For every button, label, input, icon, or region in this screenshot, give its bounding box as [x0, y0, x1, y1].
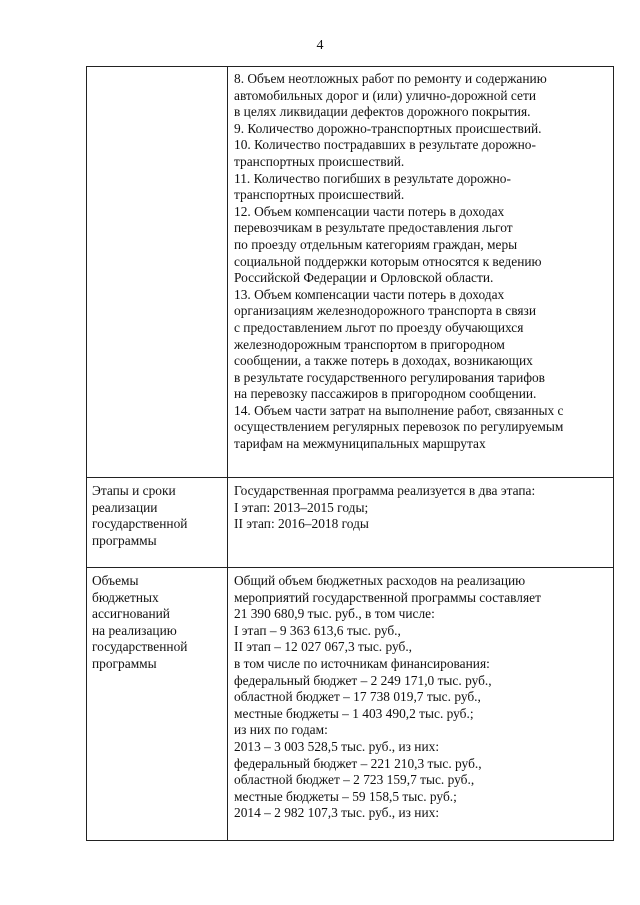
budget-line: Общий объем бюджетных расходов на реализацию: [234, 573, 526, 588]
stages-content-cell: [228, 478, 614, 568]
stages-label-line: государственной: [92, 516, 188, 532]
indicator-line: 10. Количество пострадавших в результате дорожно-: [234, 137, 536, 153]
budget-row: [87, 568, 614, 841]
budget-line: I этап – 9 363 613,6 тыс. руб.,: [234, 622, 401, 638]
indicator-line: автомобильных дорог и (или) улично-дорожной сети: [234, 87, 536, 103]
indicator-line: транспортных происшествий.: [234, 153, 405, 169]
indicator-line: осуществлением регулярных перевозок по регулируемым: [234, 419, 564, 435]
stages-line: II этап: 2016–2018 годы: [234, 516, 369, 532]
indicator-line: 9. Количество дорожно-транспортных происшествий.: [234, 120, 542, 136]
budget-label-line: ассигнований: [92, 606, 170, 622]
stages-label-line: Этапы и сроки: [92, 483, 176, 498]
budget-label-line: на реализацию: [92, 622, 177, 638]
indicator-line: Российской Федерации и Орловской области.: [234, 270, 494, 286]
indicator-line: тарифам на межмуниципальных маршрутах: [234, 436, 486, 452]
budget-line: 21 390 680,9 тыс. руб., в том числе:: [234, 606, 435, 622]
indicator-line: перевозчикам в результате предоставления льгот: [234, 220, 513, 236]
indicator-line: социальной поддержки которым относятся к ведению: [234, 253, 542, 269]
indicator-line: 11. Количество погибших в результате дорожно-: [234, 170, 511, 186]
indicator-line: на перевозку пассажиров в пригородном сообщении.: [234, 386, 537, 402]
indicators-label-cell: [87, 67, 228, 478]
indicator-line: железнодорожным транспортом в пригородном: [234, 336, 505, 352]
budget-line: 2014 – 2 982 107,3 тыс. руб., из них:: [234, 805, 440, 821]
stages-label-cell: [87, 478, 228, 568]
page-number: 4: [316, 38, 324, 53]
budget-line: федеральный бюджет – 2 249 171,0 тыс. руб.,: [234, 672, 492, 688]
program-passport-table: [86, 66, 614, 841]
budget-line: в том числе по источникам финансирования:: [234, 655, 490, 671]
indicator-line: в результате государственного регулирования тарифов: [234, 369, 546, 385]
stages-label-line: реализации: [92, 499, 158, 515]
budget-line: областной бюджет – 17 738 019,7 тыс. руб.,: [234, 689, 481, 705]
indicator-line: сообщении, а также потерь в доходах, возникающих: [234, 353, 533, 369]
indicator-line: 14. Объем части затрат на выполнение работ, связанных с: [234, 402, 564, 418]
budget-content-cell: [228, 568, 614, 841]
budget-line: местные бюджеты – 1 403 490,2 тыс. руб.;: [234, 705, 474, 721]
indicator-line: 13. Объем компенсации части потерь в доходах: [234, 286, 505, 302]
indicator-line: организациям железнодорожного транспорта в связи: [234, 303, 536, 319]
indicator-line: в целях ликвидации дефектов дорожного покрытия.: [234, 104, 531, 120]
indicator-line: по проезду отдельным категориям граждан, меры: [234, 236, 518, 252]
budget-line: из них по годам:: [234, 722, 328, 738]
budget-line: 2013 – 3 003 528,5 тыс. руб., из них:: [234, 738, 440, 754]
budget-line: мероприятий государственной программы составляет: [234, 589, 541, 605]
budget-line: федеральный бюджет – 221 210,3 тыс. руб.,: [234, 755, 482, 771]
budget-label-line: государственной: [92, 639, 188, 655]
budget-line: местные бюджеты – 59 158,5 тыс. руб.;: [234, 788, 457, 804]
stages-row: [87, 478, 614, 568]
budget-label-line: Объемы: [92, 573, 139, 588]
indicator-line: с предоставлением льгот по проезду обучающихся: [234, 319, 524, 335]
stages-label-line: программы: [92, 532, 157, 548]
indicators-content-cell: [228, 67, 614, 478]
indicators-row: [87, 67, 614, 478]
budget-label-line: программы: [92, 655, 157, 671]
indicator-line: 8. Объем неотложных работ по ремонту и содержанию: [234, 71, 547, 86]
indicator-line: 12. Объем компенсации части потерь в доходах: [234, 203, 505, 219]
budget-label-cell: [87, 568, 228, 841]
budget-label-line: бюджетных: [92, 589, 159, 605]
stages-line: Государственная программа реализуется в два этапа:: [234, 483, 536, 498]
budget-line: областной бюджет – 2 723 159,7 тыс. руб.,: [234, 772, 475, 788]
budget-line: II этап – 12 027 067,3 тыс. руб.,: [234, 639, 413, 655]
indicator-line: транспортных происшествий.: [234, 187, 405, 203]
stages-line: I этап: 2013–2015 годы;: [234, 499, 369, 515]
